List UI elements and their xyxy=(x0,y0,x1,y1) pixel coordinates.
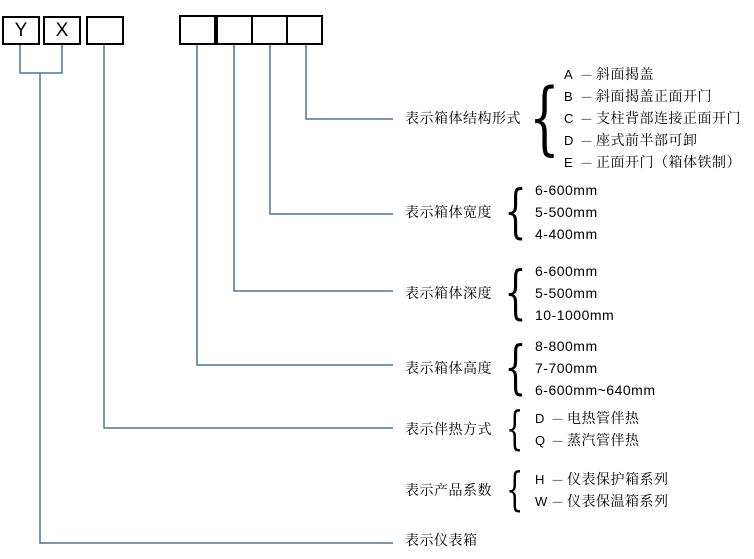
section-product-series xyxy=(405,462,669,517)
option-separator: － xyxy=(580,67,594,83)
option-text: 10-1000mm xyxy=(535,307,615,323)
option-list xyxy=(564,63,741,173)
option-text: 5-500mm xyxy=(535,285,598,301)
option-item xyxy=(535,179,598,201)
option-item xyxy=(564,107,741,129)
connector-line-structure-form xyxy=(306,45,393,119)
section-label: 表示箱体深度 xyxy=(405,285,492,301)
option-text: 6-600mm xyxy=(535,182,598,198)
section-label: 表示产品系数 xyxy=(405,482,492,498)
option-item xyxy=(535,468,669,490)
connector-line-instrument-box xyxy=(40,73,393,543)
option-key: B xyxy=(564,88,573,104)
section-box-height xyxy=(405,335,656,401)
option-text: 6-600mm~640mm xyxy=(535,382,656,398)
option-list xyxy=(535,260,614,326)
code-group-cell-form xyxy=(288,17,321,43)
connector-line-box-width xyxy=(270,45,393,214)
brace-icon: { xyxy=(506,401,524,456)
option-item xyxy=(535,490,669,512)
section-instrument-box xyxy=(405,530,478,550)
connector-line-box-depth xyxy=(234,45,393,291)
section-label: 表示箱体结构形式 xyxy=(405,110,521,126)
section-label: 表示箱体宽度 xyxy=(405,204,492,220)
option-text: 6-600mm xyxy=(535,263,598,279)
option-key: C xyxy=(564,110,574,126)
brace-icon: { xyxy=(506,462,524,517)
option-text: 仪表保温箱系列 xyxy=(567,493,669,509)
option-item xyxy=(535,201,598,223)
option-item xyxy=(535,429,640,451)
option-text: 仪表保护箱系列 xyxy=(567,471,669,487)
option-separator: － xyxy=(580,111,594,127)
option-text: 7-700mm xyxy=(535,360,598,376)
option-separator: － xyxy=(551,472,565,488)
section-label: 表示箱体高度 xyxy=(405,360,492,376)
option-text: 8-800mm xyxy=(535,338,598,354)
option-text: 斜面揭盖 xyxy=(596,66,655,82)
section-label: 表示仪表箱 xyxy=(405,532,478,548)
option-separator: － xyxy=(580,89,594,105)
code-box-x-label: X xyxy=(55,19,69,41)
code-box-structure xyxy=(86,16,124,45)
option-key: D xyxy=(564,132,574,148)
option-text: 正面开门（箱体铁制） xyxy=(596,154,742,170)
option-separator: － xyxy=(551,494,565,510)
section-label: 表示伴热方式 xyxy=(405,421,492,437)
option-separator: － xyxy=(551,411,565,427)
option-item xyxy=(564,85,741,107)
option-key: E xyxy=(564,154,573,170)
option-key: H xyxy=(535,471,545,487)
option-separator: － xyxy=(580,155,594,171)
code-box-x xyxy=(43,16,81,45)
option-item xyxy=(535,223,598,245)
option-text: 斜面揭盖正面开门 xyxy=(596,88,713,104)
option-item xyxy=(535,379,656,401)
option-key: Q xyxy=(535,432,546,448)
brace-icon: { xyxy=(528,70,560,164)
section-box-depth xyxy=(405,260,614,326)
section-box-width xyxy=(405,179,598,245)
option-item xyxy=(535,407,640,429)
option-text: 蒸汽管伴热 xyxy=(567,432,640,448)
code-box-y-label: Y xyxy=(14,19,28,41)
option-list xyxy=(535,468,669,512)
option-separator: － xyxy=(551,433,565,449)
option-key: A xyxy=(564,66,573,82)
yx-bracket-line xyxy=(20,45,62,73)
section-heating-type xyxy=(405,401,640,456)
code-box-group xyxy=(179,15,323,45)
option-text: 5-500mm xyxy=(535,204,598,220)
option-text: 座式前半部可卸 xyxy=(596,132,698,148)
option-list xyxy=(535,335,656,401)
option-item xyxy=(535,304,614,326)
code-box-y xyxy=(2,16,40,45)
option-item xyxy=(535,357,656,379)
connector-line-heating-type xyxy=(104,45,393,428)
brace-icon: { xyxy=(503,333,527,402)
option-key: W xyxy=(535,493,548,509)
option-text: 电热管伴热 xyxy=(567,410,640,426)
brace-icon: { xyxy=(503,258,527,327)
code-group-cell-depth xyxy=(218,17,253,43)
option-item xyxy=(564,63,741,85)
option-separator: － xyxy=(580,133,594,149)
connector-line-box-height xyxy=(197,45,393,365)
option-item xyxy=(535,335,656,357)
option-key: D xyxy=(535,410,545,426)
brace-icon: { xyxy=(503,177,527,246)
option-list xyxy=(535,407,640,451)
option-item xyxy=(564,129,741,151)
code-group-cell-width xyxy=(253,17,288,43)
code-group-cell-height xyxy=(181,17,218,43)
option-item xyxy=(535,260,614,282)
option-list xyxy=(535,179,598,245)
option-item xyxy=(564,151,741,173)
section-structure-form xyxy=(405,63,741,173)
option-item xyxy=(535,282,614,304)
option-text: 4-400mm xyxy=(535,226,598,242)
option-text: 支柱背部连接正面开门 xyxy=(596,110,742,126)
